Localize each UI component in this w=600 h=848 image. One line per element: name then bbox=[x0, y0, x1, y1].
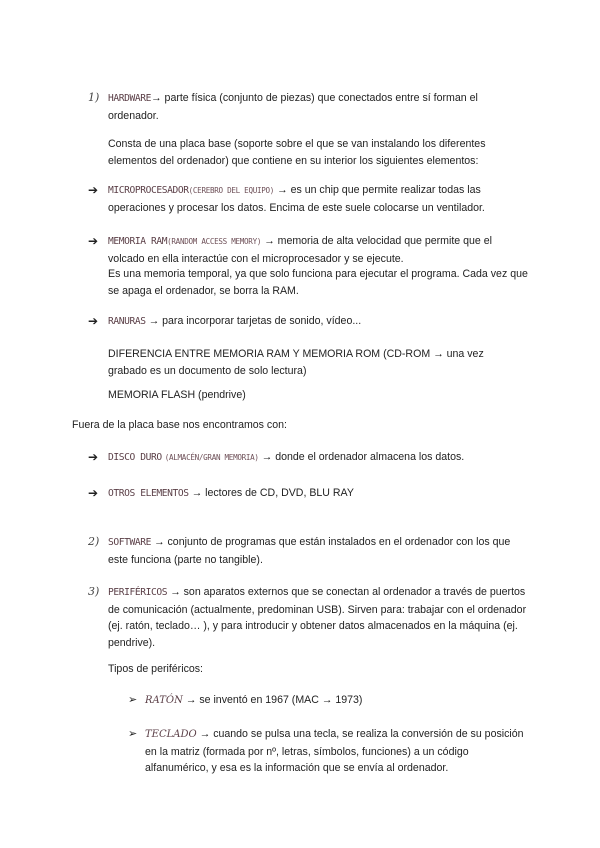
teclado-item bbox=[145, 726, 525, 777]
tipos-perifericos-label: Tipos de periféricos: bbox=[108, 663, 203, 675]
microprocesador-item bbox=[108, 182, 524, 216]
arrow-bullet-icon: ➔ bbox=[88, 234, 99, 248]
otros-elementos-term: OTROS ELEMENTOS bbox=[108, 488, 189, 499]
microprocesador-term: MICROPROCESADOR bbox=[108, 185, 189, 196]
chevron-bullet-icon: ➢ bbox=[128, 728, 138, 740]
placa-base-intro: Consta de una placa base (soporte sobre el que se van instalando los diferentes elementos del ordenador) que contiene en su interior los siguientes elementos: bbox=[108, 138, 486, 167]
section-number: 3) bbox=[88, 585, 100, 598]
hardware-term: HARDWARE bbox=[108, 93, 152, 104]
raton-item bbox=[145, 692, 525, 710]
memoria-flash: MEMORIA FLASH (pendrive) bbox=[108, 389, 246, 401]
otros-elementos-item bbox=[108, 485, 524, 503]
memoria-ram-note: (RANDOM ACCESS MEMORY) bbox=[167, 237, 262, 246]
perifericos-term: PERIFÉRICOS bbox=[108, 587, 168, 598]
microprocesador-note: (CEREBRO DEL EQUIPO) bbox=[188, 186, 275, 195]
arrow-bullet-icon: ➔ bbox=[88, 486, 99, 500]
memoria-ram-term: MEMORIA RAM bbox=[108, 236, 168, 247]
arrow-bullet-icon: ➔ bbox=[88, 183, 99, 197]
software-text: → conjunto de programas que están instalados en el ordenador con los que este funciona (parte no tangible). bbox=[108, 536, 511, 566]
raton-text: → se inventó en 1967 (MAC → 1973) bbox=[185, 694, 363, 706]
memoria-ram-item bbox=[108, 233, 524, 267]
disco-duro-item bbox=[108, 449, 524, 467]
memoria-ram-text: → memoria de alta velocidad que permite que el volcado en ella interactúe con el microprocesador y se ejecute. bbox=[108, 235, 492, 265]
hardware-text: → parte física (conjunto de piezas) que conectados entre sí forman el ordenador. bbox=[108, 92, 478, 122]
fuera-placa-intro: Fuera de la placa base nos encontramos con: bbox=[72, 419, 287, 431]
section-number: 1) bbox=[88, 91, 100, 104]
ranuras-text: → para incorporar tarjetas de sonido, vídeo... bbox=[148, 315, 362, 327]
hardware-definition bbox=[108, 90, 518, 124]
teclado-term: TECLADO bbox=[145, 729, 197, 740]
microprocesador-text: → es un chip que permite realizar todas las operaciones y procesar los datos. Encima de este suele colocarse un ventilador. bbox=[108, 184, 485, 214]
raton-term: RATÓN bbox=[145, 695, 183, 706]
section-number: 2) bbox=[88, 535, 100, 548]
software-definition bbox=[108, 534, 524, 568]
arrow-bullet-icon: ➔ bbox=[88, 314, 99, 328]
perifericos-text: → son aparatos externos que se conectan al ordenador a través de puertos de comunicación (actualmente, predominan USB). Sirven para: trabajar con el ordenador (ej. ratón, teclado… ), y para introducir y obtener datos almacenados en la máquina (ej. pendrive). bbox=[108, 586, 527, 649]
disco-duro-note: (ALMACÉN/GRAN MEMORIA) bbox=[164, 453, 259, 462]
disco-duro-text: → donde el ordenador almacena los datos. bbox=[261, 451, 465, 463]
otros-elementos-text: → lectores de CD, DVD, BLU RAY bbox=[191, 487, 354, 499]
diferencia-ram-rom: DIFERENCIA ENTRE MEMORIA RAM Y MEMORIA ROM (CD-ROM → una vez grabado es un documento de solo lectura) bbox=[108, 348, 484, 377]
chevron-bullet-icon: ➢ bbox=[128, 694, 138, 706]
ranuras-item bbox=[108, 313, 524, 331]
arrow-bullet-icon: ➔ bbox=[88, 450, 99, 464]
perifericos-definition bbox=[108, 584, 528, 651]
software-term: SOFTWARE bbox=[108, 537, 152, 548]
memoria-ram-extra: Es una memoria temporal, ya que solo funciona para ejecutar el programa. Cada vez que se apaga el ordenador, se borra la RAM. bbox=[108, 268, 528, 297]
teclado-text: → cuando se pulsa una tecla, se realiza la conversión de su posición en la matriz (formada por nº, letras, símbolos, funciones) a un código alfanumérico, y esa es la información que se envía al ordenador. bbox=[145, 728, 524, 774]
disco-duro-term: DISCO DURO bbox=[108, 452, 162, 463]
ranuras-term: RANURAS bbox=[108, 316, 146, 327]
